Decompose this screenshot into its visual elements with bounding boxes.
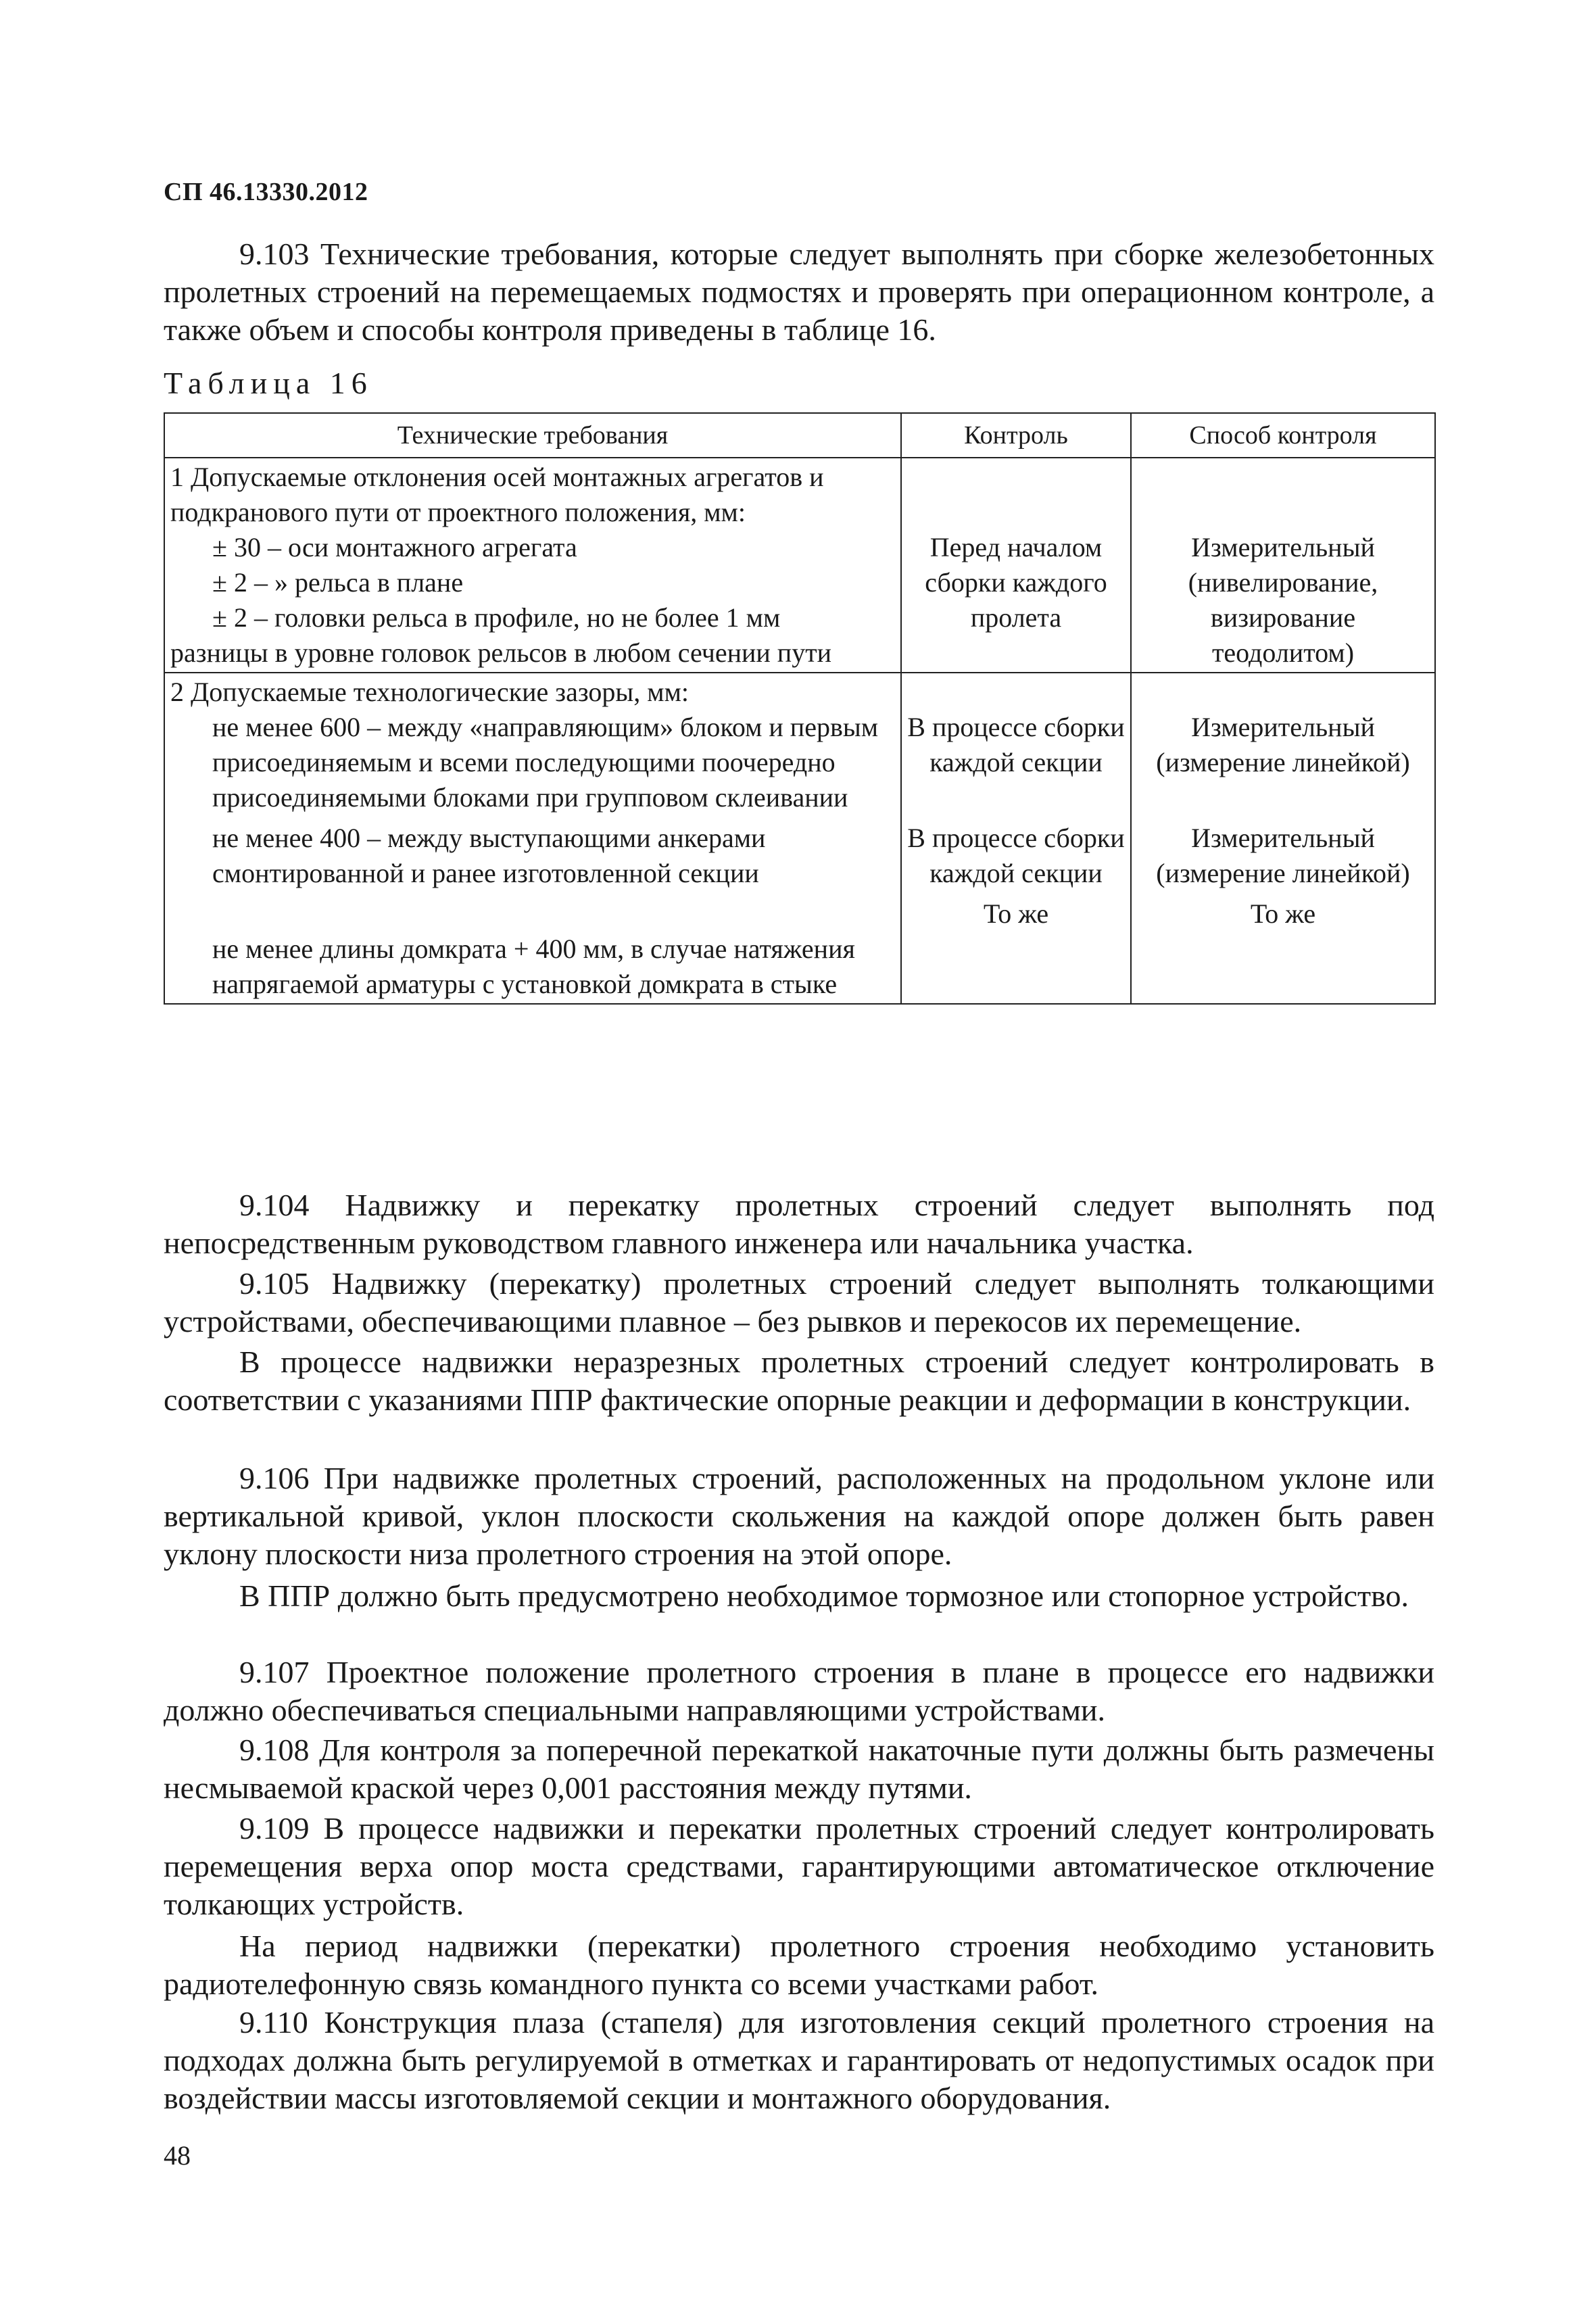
row2-method-3: То же <box>1250 898 1316 929</box>
paragraph-radio: На период надвижки (перекатки) пролетного строения необходимо установить радиотелефонную связь командного пункта со всеми участками работ. <box>164 1929 1434 2001</box>
row2-requirements <box>164 673 901 1004</box>
header-requirements: Технические требования <box>164 413 901 458</box>
row1-requirements <box>164 458 901 673</box>
paragraph-9-109: 9.109 В процессе надвижки и перекатки пролетных строений следует контролировать перемещения верха опор моста средствами, гарантирующими автоматическое отключение толкающих устройств. <box>164 1811 1434 1921</box>
paragraph-9-106: 9.106 При надвижке пролетных строений, расположенных на продольном уклоне или вертикальной кривой, уклон плоскости скольжения на каждой опоре должен быть равен уклону плоскости низа пролетного строения на этой опоре. <box>164 1461 1434 1571</box>
row2-title: 2 Допускаемые технологические зазоры, мм: <box>170 677 690 707</box>
header-control: Контроль <box>901 413 1131 458</box>
row2-item: не менее 600 – между «направляющим» блоком и первым присоединяемым и всеми последующими поочередно присоединяемыми блоками при групповом склеивании <box>212 712 879 813</box>
row1-item: ± 2 – » рельса в плане <box>212 567 464 598</box>
row2-control-1: В процессе сборки каждой секции <box>907 712 1125 777</box>
table-row <box>164 673 1435 1004</box>
row1-title: 1 Допускаемые отклонения осей монтажных агрегатов и подкранового пути от проектного положения, мм: <box>170 462 824 527</box>
table-row <box>164 458 1435 673</box>
row1-control <box>901 458 1131 673</box>
row1-control-text: Перед началом сборки каждого пролета <box>925 532 1107 633</box>
row2-method-1: Измерительный (измерение линейкой) <box>1156 712 1410 777</box>
table-caption: Таблица 16 <box>164 366 373 400</box>
paragraph-brake: В ППР должно быть предусмотрено необходимое тормозное или стопорное устройство. <box>239 1578 1409 1613</box>
paragraph-9-110: 9.110 Конструкция плаза (стапеля) для изготовления секций пролетного строения на подходах должна быть регулируемой в отметках и гарантировать от недопустимых осадок при воздействии массы изготовляемой секции и монтажного оборудования. <box>164 2005 1434 2115</box>
header-method: Способ контроля <box>1131 413 1435 458</box>
row2-method-2: Измерительный (измерение линейкой) <box>1156 823 1410 888</box>
row2-method <box>1131 673 1435 1004</box>
paragraph-9-108: 9.108 Для контроля за поперечной перекаткой накаточные пути должны быть размечены несмываемой краской через 0,001 расстояния между путями. <box>164 1733 1434 1805</box>
row2-item: не менее 400 – между выступающими анкерами смонтированной и ранее изготовленной секции <box>212 823 766 888</box>
paragraph-reactions: В процессе надвижки неразрезных пролетных строений следует контролировать в соответствии с указаниями ППР фактические опорные реакции и деформации в конструкции. <box>164 1345 1434 1417</box>
document-code: СП 46.13330.2012 <box>164 178 368 206</box>
row2-item: не менее длины домкрата + 400 мм, в случае натяжения напрягаемой арматуры с установкой домкрата в стыке <box>212 934 855 999</box>
paragraph-9-104: 9.104 Надвижку и перекатку пролетных строений следует выполнять под непосредственным руководством главного инженера или начальника участка. <box>164 1188 1434 1260</box>
row1-method-text: Измерительный (нивелирование, визирование теодолитом) <box>1188 532 1378 668</box>
row2-control-2: В процессе сборки каждой секции <box>907 823 1125 888</box>
row1-tail: разницы в уровне головок рельсов в любом сечении пути <box>170 637 832 668</box>
paragraph-9-105: 9.105 Надвижку (перекатку) пролетных строений следует выполнять толкающими устройствами, обеспечивающими плавное – без рывков и перекосов их перемещение. <box>164 1266 1434 1338</box>
paragraph-9-107: 9.107 Проектное положение пролетного строения в плане в процессе его надвижки должно обеспечиваться специальными направляющими устройствами. <box>164 1655 1434 1727</box>
page-number: 48 <box>164 2140 191 2171</box>
row1-item: ± 2 – головки рельса в профиле, но не более 1 мм <box>212 602 781 633</box>
requirements-table <box>164 412 1436 1005</box>
row1-method <box>1131 458 1435 673</box>
row2-control <box>901 673 1131 1004</box>
row2-control-3: То же <box>983 898 1049 929</box>
row1-item: ± 30 – оси монтажного агрегата <box>212 532 577 562</box>
table-header-row <box>164 413 1435 458</box>
paragraph-9-103: 9.103 Технические требования, которые следует выполнять при сборке железобетонных пролетных строений на перемещаемых подмостях и проверять при операционном контроле, а также объем и способы контроля приведены в таблице 16. <box>164 237 1434 347</box>
